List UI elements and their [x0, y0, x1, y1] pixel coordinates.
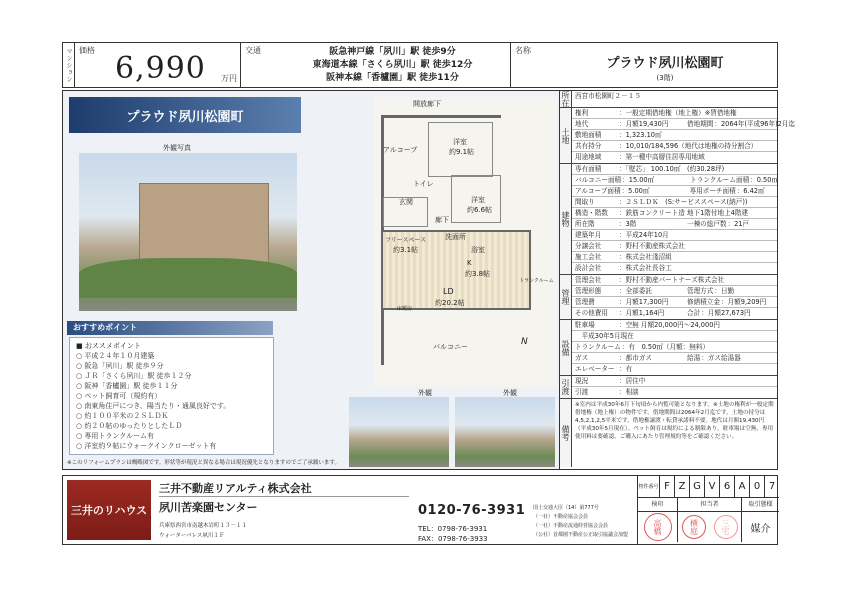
field-value: ：鉄筋コンクリート造 地下1階付地上4階建 [619, 209, 749, 217]
field-value: ：有 [619, 365, 633, 373]
field-value: ：5.00㎡ [621, 187, 650, 195]
details-row [572, 175, 777, 186]
license-line: （一社）不動産流通経営協会会員 [533, 523, 609, 529]
plan-label: 廊下 [435, 216, 449, 224]
field-label: トランクルーム [575, 343, 621, 351]
points-list [76, 351, 267, 451]
field-label: 共有持分 [575, 142, 602, 150]
details-section [560, 164, 777, 275]
plan-label: 洗面所 [445, 233, 466, 241]
license-line: （公社）首都圏不動産公正取引協議会加盟 [533, 532, 629, 538]
seal-stamp: 高橋 [644, 513, 672, 541]
field-label: 駐車場 [575, 321, 595, 329]
field-value: ：一般定期借地権（地上権）※賃借地権 [619, 109, 737, 117]
plan-label: 玄関 [399, 198, 413, 206]
field-value: ：居住中 [619, 377, 646, 385]
field-value: ：平成24年10月 [619, 231, 669, 239]
property-id-char: 7 [768, 481, 776, 492]
name-cell [511, 43, 779, 87]
field-label: 管理形態 [575, 287, 602, 295]
point-item: ○ 専用トランクルーム有 [76, 432, 154, 440]
field-label: トランクルーム面積 [690, 176, 750, 184]
details-row [572, 331, 777, 342]
license-line: 国土交通大臣（14）第777号 [533, 505, 599, 511]
field-label: その他費用 [575, 309, 608, 317]
field-value: ：月額19,430円 [619, 120, 669, 128]
details-row [572, 130, 777, 141]
remarks-text: ※室内は平成30年6月下旬頃から内覧可能となります。※土地の権利が一般定期借地権（地上権）の物件です。借地期間は2064年2月迄です。土地の持分は4,5,2,1,2,5平米です。借地権譲渡・転貸承諾料不要。地代は月額19,430円（平成30年5月現在）。ペット飼育は規約による制限あり。駐車場は空無、専用使用料は要確認。ご購入にあたり管理規約等をご確認ください。 [575, 402, 774, 440]
section-heading: 所在 [561, 91, 570, 107]
details-table [560, 90, 796, 470]
property-id-char: F [660, 476, 675, 497]
seal-stamp: 横庭 [682, 515, 706, 539]
field-value: ：15.00㎡ [622, 176, 655, 184]
details-row [572, 208, 777, 219]
field-value: ：相談 [619, 388, 639, 396]
field-value: ：第一種中高層住居専用地域 [619, 153, 705, 161]
details-row [572, 263, 777, 274]
transport-cell [241, 43, 511, 87]
field-value: ：「壁芯」 100.10㎡ (約30.28坪) [619, 165, 725, 173]
deal-type: 媒介 [750, 523, 771, 535]
field-value: ：株式会社長谷工 [619, 264, 672, 272]
field-value: ：月額17,300円 [619, 298, 669, 306]
section-heading: 備考 [560, 399, 572, 467]
tel-number: TEL：0798-76-3931 [418, 525, 488, 533]
details-row [572, 186, 777, 197]
field-label: 修繕積立金 [687, 298, 720, 306]
plan-label: 約9.1帖 [449, 148, 475, 156]
details-row [572, 364, 777, 375]
property-name: プラウド夙川松園町 [606, 56, 724, 71]
section-rows [572, 376, 777, 398]
plan-label: 約3.8帖 [465, 270, 491, 278]
field-label: 所在階 [575, 220, 595, 228]
field-label: 引渡 [575, 388, 589, 396]
property-id-char: V [705, 476, 720, 497]
plan-label: LD [443, 287, 454, 296]
photo-caption: 外観 [418, 389, 432, 397]
field-label: 間取り [575, 198, 595, 206]
company-name: 三井不動産リアルティ株式会社 [159, 482, 312, 495]
field-value: ：月額9,209円 [720, 298, 767, 306]
transport-line: 阪神本線「香櫨園」駅 徒歩11分 [326, 73, 459, 83]
company-logo: 三井のリハウス [67, 480, 151, 540]
plan-label: トイレ [413, 180, 434, 188]
field-value: ：月額27,673円 [701, 309, 751, 317]
transport-lines [281, 46, 504, 85]
branch-name: 夙川苦楽園センター [159, 501, 258, 514]
field-label: エレベーター [575, 365, 615, 373]
details-row [572, 252, 777, 263]
field-label: 用途地域 [575, 153, 602, 161]
price-label: 価格 [79, 46, 95, 55]
field-value: ：3階 [619, 220, 637, 228]
details-row [572, 320, 777, 331]
plan-label: トランクルーム [519, 278, 554, 284]
field-value: ：2064年(平成96年)2月迄 [714, 120, 796, 128]
exterior-photo-3 [455, 397, 555, 467]
details-row [572, 286, 777, 297]
field-label: 分譲会社 [575, 242, 602, 250]
field-label: バルコニー面積 [575, 176, 622, 184]
point-item: ○ ＪＲ「さくら夙川」駅 徒歩１２分 [76, 372, 192, 380]
plan-label: 約3.1帖 [393, 246, 419, 254]
details-row [572, 197, 777, 208]
points-tab: おすすめポイント [67, 321, 273, 335]
deal-label: 取引態様 [748, 501, 773, 508]
field-value: ：0.50㎡ [750, 176, 779, 184]
field-value: ：２ＳＬＤＫ (S:サービススペース(納戸)) [619, 198, 748, 206]
points-note: ※このリフォームプランは概略図です。形状等が現況と異なる場合は現況優先となりますのでご了承願います。 [67, 460, 340, 466]
details-row [572, 353, 777, 364]
field-value: ：月額1,164円 [619, 309, 665, 317]
photo-caption: 外観 [503, 389, 517, 397]
freedial-number[interactable]: 0120-76-3931 [418, 503, 526, 518]
address-line: ウォーターパレス夙川１Ｆ [159, 533, 225, 539]
plan-label: 洋室 [471, 196, 485, 204]
details-row [572, 230, 777, 241]
field-label: 施工会社 [575, 253, 602, 261]
plan-label: 洋室 [453, 138, 467, 146]
title-banner: プラウド夙川松園町 [69, 97, 301, 133]
transport-label: 交通 [245, 46, 261, 55]
point-item: ○ 洋室約９帖にウォークインクローゼット有 [76, 442, 217, 450]
field-label: 地代 [575, 120, 589, 128]
field-label: 管理方式 [687, 287, 714, 295]
field-value: 西宮市松園町２－１５ [575, 92, 641, 100]
point-item: ○ 約１００平米の２ＳＬＤＫ [76, 412, 169, 420]
field-value: ：都市ガス [619, 354, 652, 362]
details-row [572, 152, 777, 163]
details-row [572, 164, 777, 175]
point-item: ○ 阪神「香櫨園」駅 徒歩１１分 [76, 382, 178, 390]
field-label: アルコーブ面積 [575, 187, 621, 195]
trees-shape [79, 258, 297, 298]
north-arrow-icon: N [521, 337, 528, 347]
field-label: 構造・階数 [575, 209, 608, 217]
address-line: 兵庫県西宮市南越木岩町１３－１１ [159, 523, 248, 529]
remarks-section [560, 399, 777, 467]
field-label: 管理費 [575, 298, 595, 306]
details-section [560, 320, 777, 376]
field-label: ガス [575, 354, 589, 362]
field-value: ：21戸 [727, 220, 750, 228]
details-section [560, 376, 777, 399]
plan-label: 約6.6帖 [467, 206, 493, 214]
staff-label: 担当者 [678, 498, 742, 511]
property-id-char: 0 [750, 476, 765, 497]
field-value: ：6.42㎡ [736, 187, 765, 195]
field-label: 設計会社 [575, 264, 602, 272]
details-section [560, 275, 777, 320]
details-section [560, 108, 796, 164]
details-row [572, 108, 777, 119]
details-row [572, 219, 777, 230]
details-row [572, 119, 796, 130]
divider [159, 496, 409, 497]
details-row [572, 342, 777, 353]
field-value: ：全部委託 [619, 287, 652, 295]
field-value: ：1,323.10㎡ [619, 131, 662, 139]
property-floor: (3階) [656, 74, 674, 82]
price-cell [75, 43, 241, 87]
property-type [63, 43, 75, 87]
section-rows [572, 164, 777, 274]
points-heading: ■ おススメポイント [76, 342, 141, 350]
point-item: ○ 阪急「夙川」駅 徒歩９分 [76, 362, 164, 370]
seal-stamp: 三宅 [714, 515, 738, 539]
field-value: ：野村不動産株式会社 [619, 242, 685, 250]
point-item: ○ 約２０帖のゆったりとしたＬＤ [76, 422, 183, 430]
section-heading: 建物 [560, 164, 572, 274]
field-label: 合計 [687, 309, 701, 317]
floor-plan [373, 97, 557, 387]
field-label: 敷地面積 [575, 131, 602, 139]
details-row [572, 387, 777, 398]
field-label: 一棟の総戸数 [687, 220, 727, 228]
section-heading: 土地 [560, 108, 572, 163]
plan-label: アルコーブ [383, 146, 418, 154]
photo-caption: 外観写真 [163, 144, 191, 152]
details-row [572, 376, 777, 387]
section-rows [572, 320, 777, 375]
exterior-photo-2 [349, 397, 449, 467]
details-row [572, 91, 777, 102]
field-label: 管理会社 [575, 276, 602, 284]
plan-label: 床暖房 [397, 306, 413, 312]
field-label: 権利 [575, 109, 589, 117]
plan-label: フリースペース [385, 237, 427, 244]
section-rows [572, 275, 777, 319]
field-value: 平成30年5月現在 [575, 332, 634, 340]
price-unit: 万円 [221, 74, 237, 83]
property-id-char: G [690, 476, 705, 497]
section-heading: 管理 [560, 275, 572, 319]
details-row [572, 275, 777, 286]
field-value: ：野村不動産パートナーズ株式会社 [619, 276, 725, 284]
details-row [572, 308, 777, 319]
field-value: ：10,010/184,596（地代は地権の持分割合） [619, 142, 758, 150]
plan-label: バルコニー [433, 343, 468, 351]
exterior-photo [79, 153, 297, 311]
field-value: ：株式会社淺沼組 [619, 253, 672, 261]
admin-labels [638, 498, 779, 512]
plan-label: K [467, 259, 472, 267]
property-id [638, 476, 779, 498]
section-rows [572, 108, 796, 163]
field-value: ：有 0.50㎡（月額：無料） [621, 343, 710, 351]
details-row [572, 241, 777, 252]
plan-label: 開放廊下 [413, 100, 441, 108]
license-line: （一社）不動産協会会員 [533, 514, 589, 520]
property-type-label: マンション [65, 47, 72, 83]
transport-line: 阪急神戸線「夙川」駅 徒歩9分 [329, 47, 456, 57]
section-heading: 引渡 [560, 376, 572, 398]
transport-line: 東海道本線「さくら夙川」駅 徒歩12分 [312, 60, 473, 70]
field-label: 給湯 [687, 354, 701, 362]
check-label: 検印 [638, 498, 678, 511]
details-row [572, 297, 777, 308]
section-heading: 設備 [560, 320, 572, 375]
point-item: ○ 南東角住戸につき、陽当たり・通風良好です。 [76, 402, 231, 410]
footer [62, 475, 778, 545]
details-section [560, 91, 777, 108]
visual-panel [62, 90, 560, 470]
field-label: 専有面積 [575, 165, 602, 173]
property-id-char: 6 [720, 476, 735, 497]
field-label: 借地期間 [687, 120, 714, 128]
plan-label: 浴室 [471, 246, 485, 254]
field-value: ：空無 月額20,000円～24,000円 [619, 321, 720, 329]
details-row [572, 141, 777, 152]
field-label: 建築年月 [575, 231, 602, 239]
property-id-char: Z [675, 476, 690, 497]
field-value: ：ガス給湯器 [701, 354, 741, 362]
header-bar [62, 42, 778, 88]
plan-label: 約20.2帖 [435, 299, 465, 307]
admin-box [637, 476, 779, 544]
field-value: ：日勤 [714, 287, 735, 295]
point-item: ○ 平成２４年１０月建築 [76, 352, 155, 360]
point-item: ○ ペット飼育可（規約有） [76, 392, 162, 400]
license-info [533, 504, 628, 540]
property-id-char: A [735, 476, 750, 497]
fax-number: FAX：0798-76-3933 [418, 535, 488, 543]
section-rows [572, 91, 777, 107]
property-id-label: 物件番号 [638, 476, 660, 497]
price-value: 6,990 [115, 51, 206, 86]
field-label: 専用ポーチ面積 [689, 187, 736, 195]
points-box [69, 337, 274, 455]
field-label: 現況 [575, 377, 589, 385]
name-label: 名称 [515, 46, 531, 55]
admin-stamps [638, 512, 779, 542]
